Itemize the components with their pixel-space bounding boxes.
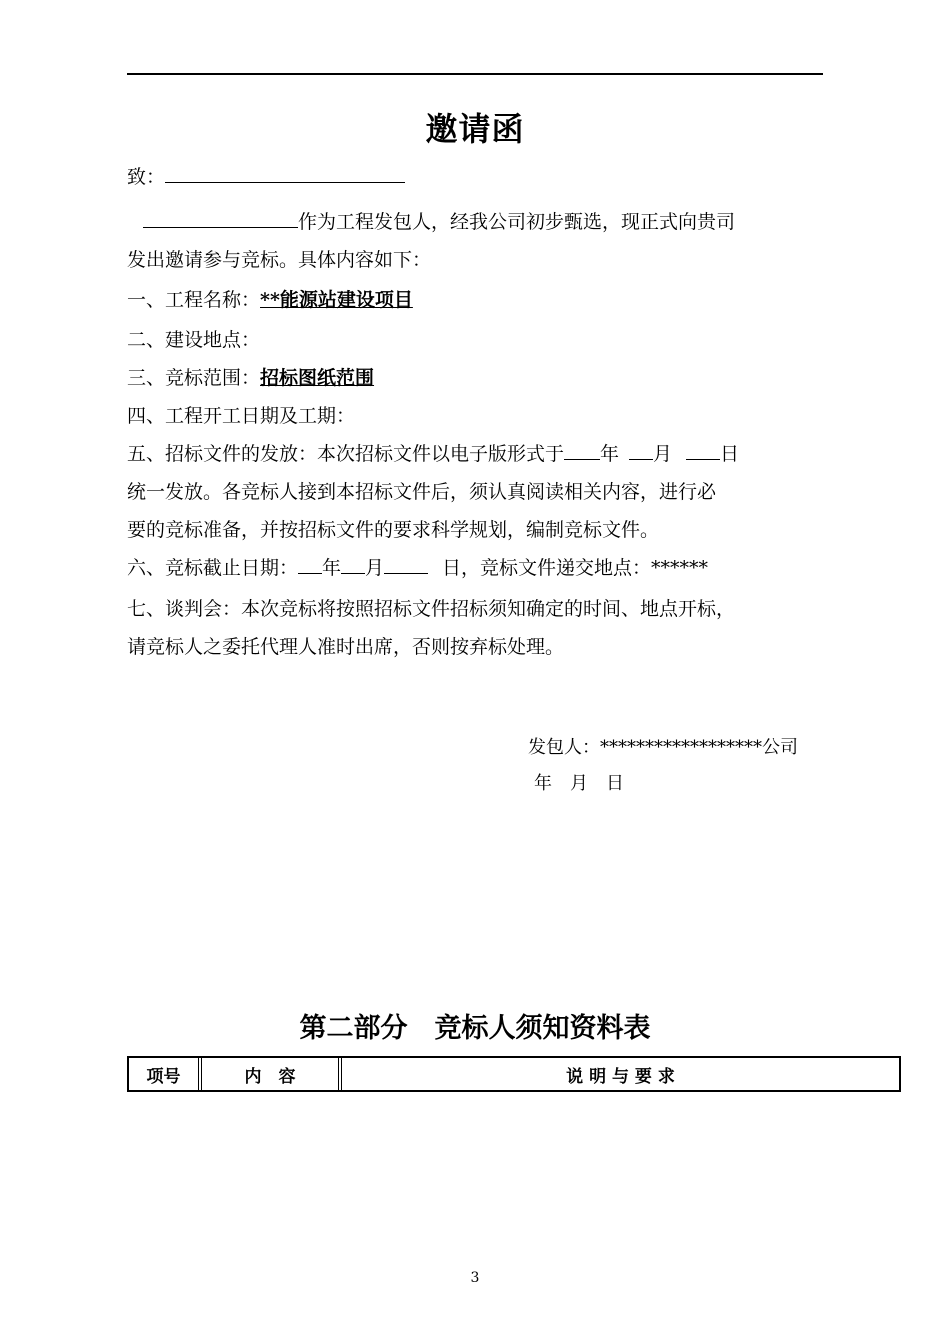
- col-content: 内 容: [201, 1058, 339, 1090]
- intro-line-2: 发出邀请参与竞标。具体内容如下：: [127, 249, 432, 271]
- recipient-blank: [165, 162, 405, 183]
- intro-line-1: [127, 207, 735, 237]
- month-blank: [629, 439, 653, 460]
- item-6-location: 日，竞标文件递交地点：******: [442, 557, 709, 579]
- intro-text-1: 作为工程发包人，经我公司初步甄选，现正式向贵司: [298, 211, 736, 233]
- item-4: 四、工程开工日期及工期：: [127, 405, 356, 427]
- issuer-blank: [143, 207, 298, 228]
- to-line: [127, 162, 405, 192]
- day-label: 日: [720, 443, 740, 465]
- deadline-year-blank: [298, 553, 322, 574]
- day-blank: [686, 439, 720, 460]
- item-7-line-2: 请竞标人之委托代理人准时出席，否则按弃标处理。: [127, 636, 565, 658]
- item-1: [127, 285, 413, 315]
- item-3-label: 三、竞标范围：: [127, 367, 261, 389]
- page-title: 邀请函: [425, 110, 525, 148]
- item-5-text: 五、招标文件的发放：本次招标文件以电子版形式于: [127, 443, 565, 465]
- year-blank: [564, 439, 600, 460]
- issuer-line: 发包人：******************公司: [528, 737, 798, 758]
- item-3: [127, 363, 374, 393]
- project-name: **能源站建设项目: [260, 289, 413, 311]
- top-rule: [127, 73, 823, 75]
- month-label: 月: [653, 443, 673, 465]
- deadline-day-blank: [384, 553, 428, 574]
- item-2: 二、建设地点：: [127, 329, 261, 351]
- item-7-line-1: 七、谈判会：本次竞标将按照招标文件招标须知确定的时间、地点开标，: [127, 598, 736, 620]
- to-label: 致：: [127, 166, 166, 188]
- item-5-line-2: 统一发放。各竞标人接到本招标文件后，须认真阅读相关内容，进行必: [127, 481, 717, 503]
- year-label: 年: [600, 443, 620, 465]
- col-requirements: 说 明 与 要 求: [341, 1058, 899, 1090]
- col-item-no: 项号: [129, 1058, 199, 1090]
- info-table-header: [127, 1056, 901, 1092]
- item-5-line-3: 要的竞标准备，并按招标文件的要求科学规划，编制竞标文件。: [127, 519, 660, 541]
- item-6: [127, 553, 708, 583]
- date-line: 年 月 日: [534, 773, 624, 794]
- page-number: 3: [470, 1270, 480, 1286]
- item-1-label: 一、工程名称：: [127, 289, 261, 311]
- deadline-year-label: 年: [322, 557, 342, 579]
- item-5-line-1: [127, 439, 739, 469]
- item-6-text: 六、竞标截止日期：: [127, 557, 299, 579]
- deadline-month-blank: [341, 553, 365, 574]
- section-title: 第二部分 竞标人须知资料表: [299, 1013, 651, 1044]
- deadline-month-label: 月: [365, 557, 385, 579]
- bid-scope: 招标图纸范围: [260, 367, 375, 389]
